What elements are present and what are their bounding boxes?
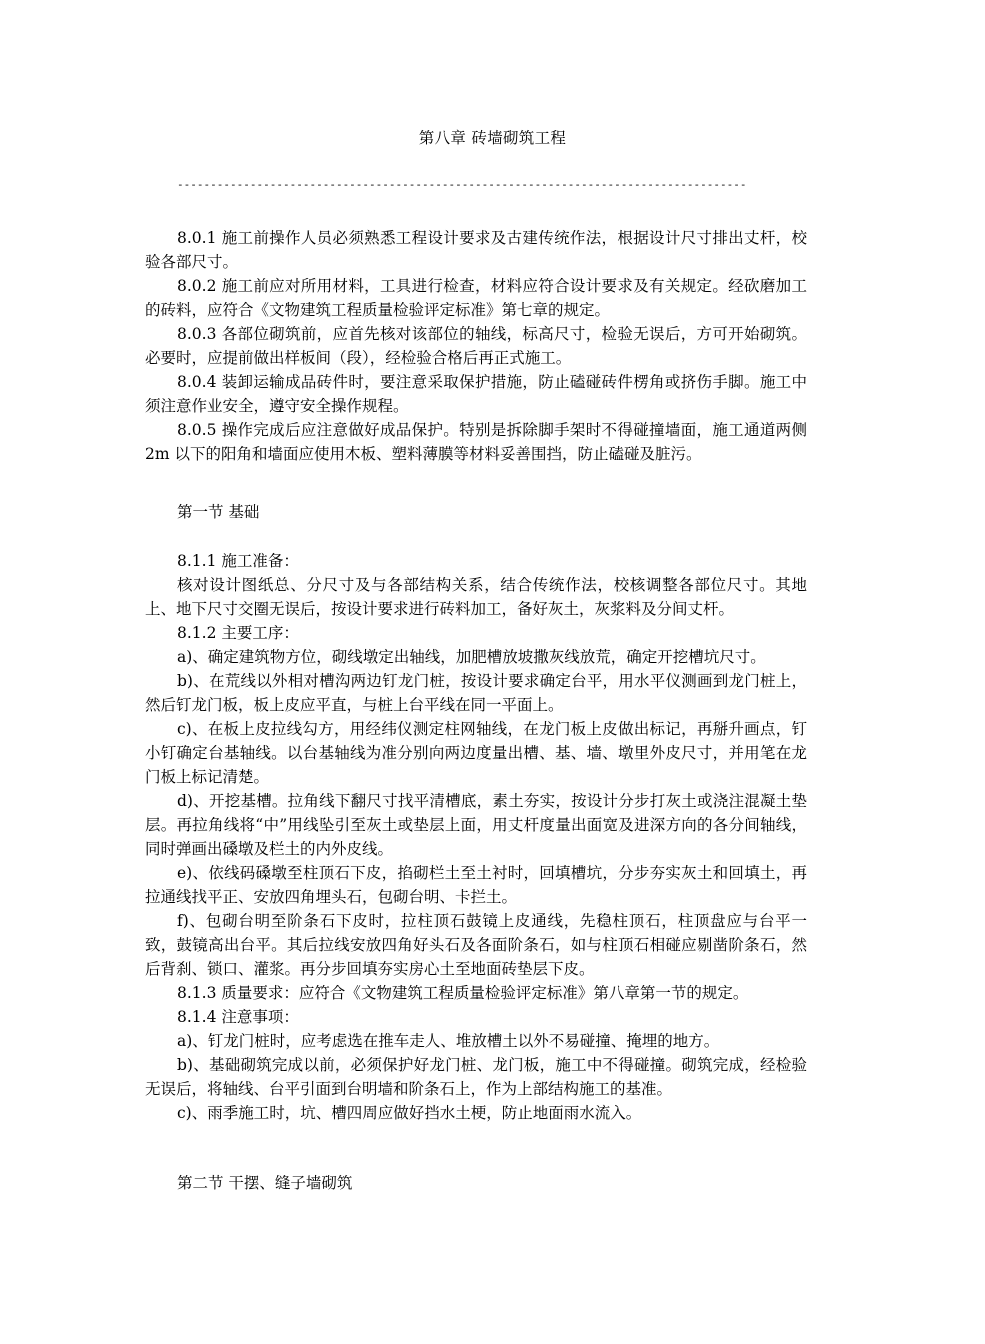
paragraph: 核对设计图纸总、分尺寸及与各部结构关系，结合传统作法，校核调整各部位尺寸。其地上、地下尺寸交圈无误后，按设计要求进行砖料加工，备好灰土，灰浆料及分间丈杆。 <box>145 576 807 618</box>
paragraph: b)、在荒线以外相对槽沟两边钉龙门桩，按设计要求确定台平，用水平仪测画到龙门桩上，然后钉龙门板，板上皮应平直，与桩上台平线在同一平面上。 <box>145 672 807 714</box>
paragraph: a)、确定建筑物方位，砌线墩定出轴线，加肥槽放坡撒灰线放荒，确定开挖槽坑尺寸。 <box>177 648 766 666</box>
paragraph: 8.0.1 施工前操作人员必须熟悉工程设计要求及古建传统作法，根据设计尺寸排出丈杆，校验各部尺寸。 <box>145 229 807 271</box>
divider-line: -------------------------------------------------------------------------------------- <box>177 178 747 191</box>
chapter-title: 第八章 砖墙砌筑工程 <box>418 129 567 147</box>
paragraph: 8.0.2 施工前应对所用材料，工具进行检查，材料应符合设计要求及有关规定。经砍磨加工的砖料，应符合《文物建筑工程质量检验评定标准》第七章的规定。 <box>145 277 807 319</box>
paragraph: 8.1.4 注意事项： <box>177 1008 299 1026</box>
section1-paragraphs <box>145 549 807 1125</box>
paragraph: f)、包砌台明至阶条石下皮时，拉柱顶石鼓镜上皮通线，先稳柱顶石，柱顶盘应与台平一致，鼓镜高出台平。其后拉线安放四角好头石及各面阶条石，如与柱顶石相碰应剔凿阶条石，然后背刹、锁口、灌浆。再分步回填夯实房心土至地面砖垫层下皮。 <box>145 912 807 978</box>
paragraph: b)、基础砌筑完成以前，必须保护好龙门桩、龙门板，施工中不得碰撞。砌筑完成，经检验无误后，将轴线、台平引面到台明墙和阶条石上，作为上部结构施工的基准。 <box>145 1056 807 1098</box>
paragraph: a)、钉龙门桩时，应考虑选在推车走人、堆放槽土以外不易碰撞、掩埋的地方。 <box>177 1032 720 1050</box>
section-heading: 第二节 干摆、缝子墙砌筑 <box>177 1174 353 1192</box>
section-heading: 第一节 基础 <box>177 503 260 521</box>
paragraph: 8.0.5 操作完成后应注意做好成品保护。特别是拆除脚手架时不得碰撞墙面，施工通道两侧 2m 以下的阳角和墙面应使用木板、塑料薄膜等材料妥善围挡，防止磕碰及脏污。 <box>145 421 807 463</box>
paragraph: 8.1.3 质量要求：应符合《文物建筑工程质量检验评定标准》第八章第一节的规定。 <box>177 984 749 1002</box>
paragraph: d)、开挖基槽。拉角线下翻尺寸找平清槽底，素土夯实，按设计分步打灰土或浇注混凝土垫层。再拉角线将“中”用线坠引至灰土或垫层上面，用丈杆度量出面宽及进深方向的各分间轴线，同时弹画出磉墩及栏土的内外皮线。 <box>145 792 807 858</box>
paragraph: e)、依线码磉墩至柱顶石下皮，掐砌栏土至土衬时，回填槽坑，分步夯实灰土和回填土，再拉通线找平正、安放四角埋头石，包砌台明、卡拦土。 <box>145 864 807 906</box>
paragraph: 8.0.3 各部位砌筑前，应首先核对该部位的轴线，标高尺寸，检验无误后，方可开始砌筑。必要时，应提前做出样板间（段），经检验合格后再正式施工。 <box>145 325 807 367</box>
paragraph: c)、在板上皮拉线勾方，用经纬仪测定柱网轴线，在龙门板上皮做出标记，再掰升画点，钉小钉确定台基轴线。以台基轴线为准分别向两边度量出槽、基、墙、墩里外皮尺寸，并用笔在龙门板上标记清楚。 <box>145 720 807 786</box>
paragraph: c)、雨季施工时，坑、槽四周应做好挡水土梗，防止地面雨水流入。 <box>177 1104 642 1122</box>
paragraph: 8.0.4 装卸运输成品砖件时，要注意采取保护措施，防止磕碰砖件楞角或挤伤手脚。施工中须注意作业安全，遵守安全操作规程。 <box>145 373 807 415</box>
paragraph: 8.1.1 施工准备： <box>177 552 299 570</box>
intro-paragraphs <box>145 226 807 466</box>
paragraph: 8.1.2 主要工序： <box>177 624 299 642</box>
